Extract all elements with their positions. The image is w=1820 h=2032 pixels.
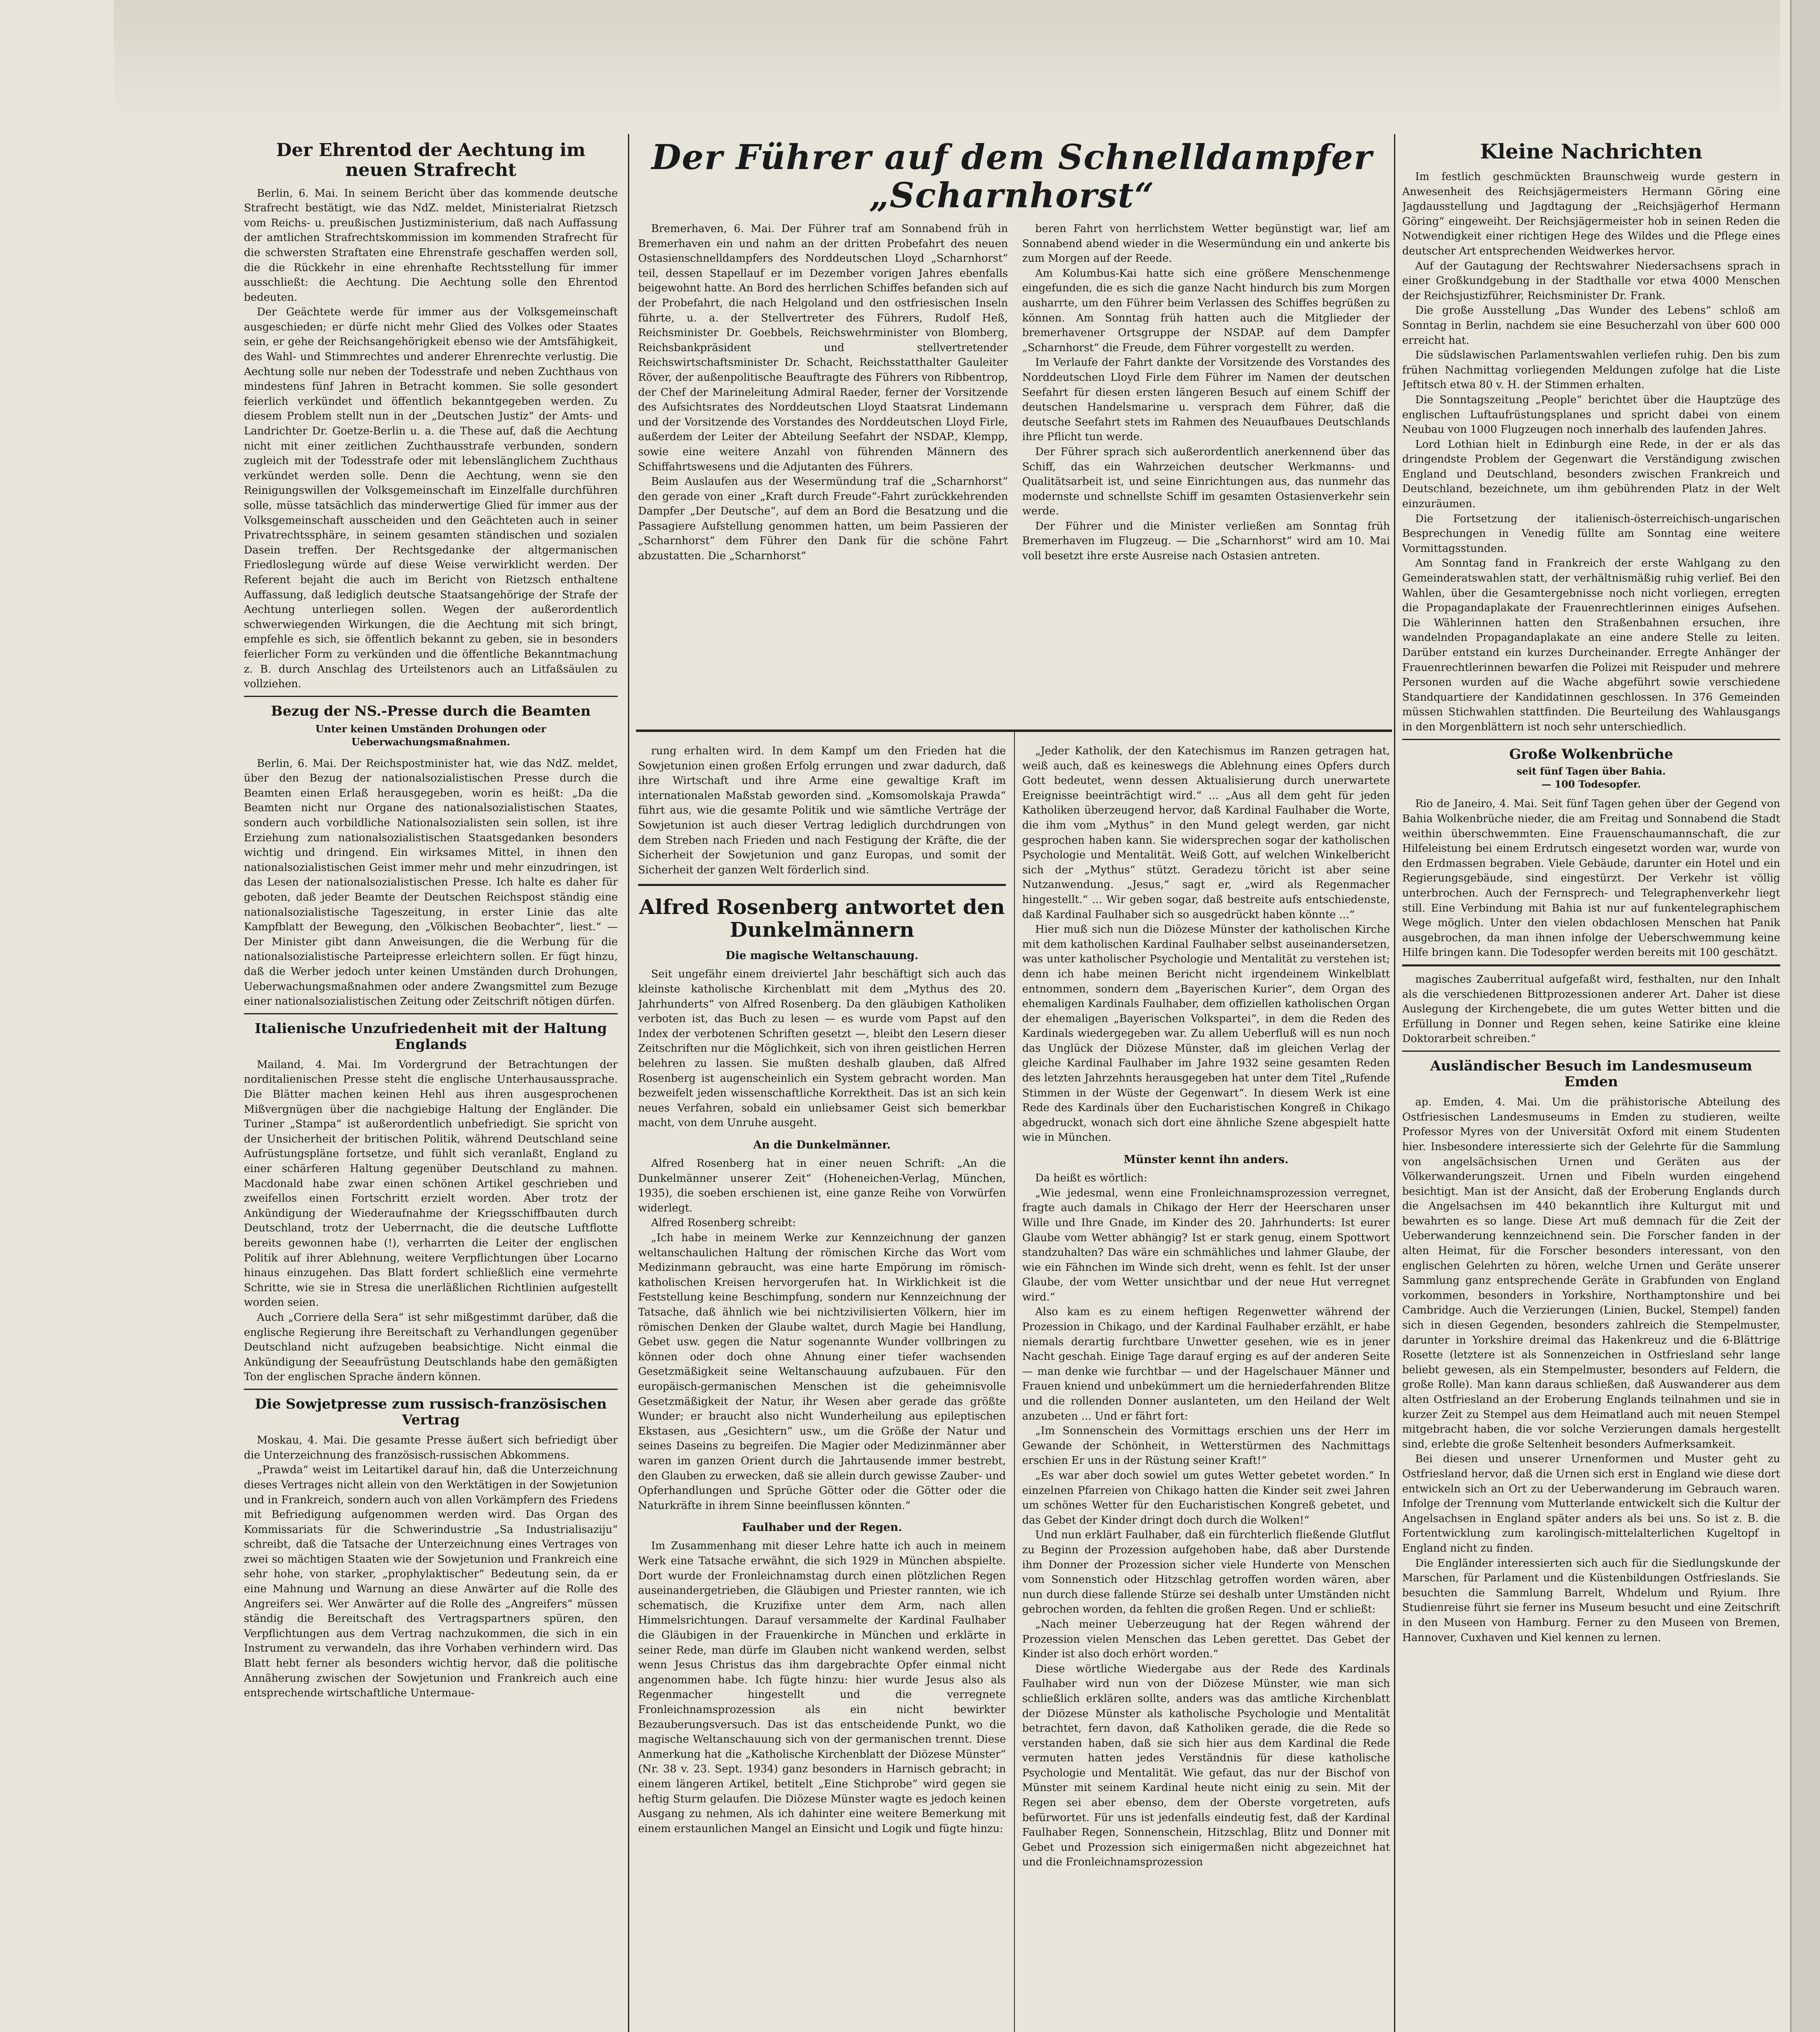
headline-italien: Italienische Unzufriedenheit mit der Haltung Englands [254,1020,607,1053]
divider [244,696,618,697]
rosenberg-continued: magisches Zauberritual aufgefaßt wird, festhalten, nur den Inhalt als die verschiedenen Bittprozessionen anderer Art. Daher ist diese Auslegung der Kirchengebete, die um gutes Wetter bitten und die Erfüllung in Donner und Regen sehen, keine Satirike eine kleine Doktorarbeit schreiben.“ [1402,973,1780,1045]
divider [1402,739,1780,740]
headline-kleine-nachrichten: Kleine Nachrichten [1480,140,1703,163]
article-sowjetpresse: Moskau, 4. Mai. Die gesamte Presse äußert sich befriedigt über die Unterzeichnung des französisch-russischen Abkommens. „Prawda“ weist im Leitartikel darauf hin, daß die Unterzeichnung dieses Vertrages nicht allein von den Werktätigen in der Sowjetunion und in Frankreich, sondern auch von allen Vorkämpfern des Friedens mit Befriedigung aufgenommen werden wird. Das Organ des Kommissariats für die Schwerindustrie „Sa Industrialisaziju“ schreibt, daß die Tatsache der Unterzeichnung eines Vertrages von zwei so mächtigen Staaten wie der Sowjetunion und Frankreich eine sehr hohe, von starker, „prophylaktischer“ Bedeutung sein, da er eine Mahnung und Warnung an diese Anwärter auf die Rolle des Angreifers sei. Wer Anwärter auf die Rolle des „Angreifers“ müssen ständig die Bereitschaft des Vertragspartners spüren, den Verpflichtungen aus dem Vertrag nachzukommen, die sich in ein Instrument zu verwandeln, das ihre Vorhaben verhindern wird. Das Blatt hebt ferner als besonders wichtig hervor, daß die politische Annäherung zwischen der Sowjetunion und Frankreich auch eine entsprechende wirtschaftliche Untermaue- [244,1434,618,1700]
divider [244,1013,618,1014]
headline-landesmuseum: Ausländischer Besuch im Landesmuseum Emden [1430,1057,1753,1090]
article-italien: Mailand, 4. Mai. Im Vordergrund der Betrachtungen der norditalienischen Presse steht die englische Unterhausaussprache. Die Blätter machen keinen Hehl aus ihren ausgesprochenen Mißvergnügen über die nachgiebige Haltung der Engländer. Die Turiner „Stampa“ ist außerordentlich unbefriedigt. Sie spricht von der Unsicherheit der britischen Politik, während Deutschland seine Aufrüstungspläne fortsetze, und fühlt sich veranlaßt, England zu einer schärferen Haltung gegenüber Deutschland zu mahnen. Macdonald habe zwar einen schönen Artikel geschrieben und zweifellos einen Fortschritt erzielt worden. Aber trotz der Ankündigung der Wiederaufnahme der Kriegsschiffbauten durch Deutschland, trotz der Ueberrnacht, die die deutsche Luftflotte bereits gewonnen habe (!), verharrten die Leiter der englischen Politik auf ihrer Ablehnung, weitere Verpflichtungen über Locarno hinaus einzugehen. Das Blatt fordert schließlich eine vermehrte Schritte, wie sie in Stresa die unerläßlichen Richtlinien aufgestellt worden seien. Auch „Corriere della Sera“ ist sehr mißgestimmt darüber, daß die englische Regierung ihre Bereitschaft zu Verhandlungen gegenüber Deutschland nicht aufzugeben beabsichtige. Nicht einmal die Ankündigung der Seeaufrüstung Deutschlands habe den gemäßigten Ton der englischen Sprache ändern können. [244,1058,618,1383]
article-aechtung: Berlin, 6. Mai. In seinem Bericht über das kommende deutsche Strafrecht bestätigt, wie das NdZ. meldet, Ministerialrat Rietzsch vom Reichs- u. preußischen Justizministerium, daß nach Auffassung der amtlichen Strafrechtskommission im kommenden Strafrecht für die schwersten Straftaten eine Ehrenstrafe geschaffen werden soll, die die Rückkehr in eine ehrenhafte Rechtsstellung für immer ausschließt: die Aechtung. Die Aechtung solle den Ehrentod bedeuten. Der Geächtete werde für immer aus der Volksgemeinschaft ausgeschieden; er dürfe nicht mehr Glied des Volkes oder Staates sein, er gehe der Reichsangehörigkeit ebenso wie der Amtsfähigkeit, des Wahl- und Stimmrechtes und anderer Ehrenrechte verlustig. Die Aechtung solle nur neben der Todesstrafe und neben Zuchthaus von mindestens fünf Jahren in Betracht kommen. Sie solle gesondert feierlich verkündet und öffentlich bekanntgegeben werden. Zu diesem Problem stellt nun in der „Deutschen Justiz“ der Amts- und Landrichter Dr. Goetze-Berlin u. a. die These auf, daß die Aechtung nicht mit einer zeitlichen Zuchthausstrafe verbunden, sondern zugleich mit der Todesstrafe oder mit lebenslänglichem Zuchthaus verkündet werden solle. Denn die Aechtung, wenn sie den Reinigungswillen der Volksgemeinschaft im Einzelfalle durchführen solle, müsse tatsächlich das minderwertige Glied für immer aus der Volksgemeinschaft ausscheiden und den Geächteten auch in seiner Privatrechtssphäre, in seinem gesamten ständischen und sozialen Dasein treffen. Der Rechtsgedanke der altgermanischen Friedloslegung würde auf diese Weise verwirklicht werden. Der Referent bejaht die auch im Bericht von Rietzsch enthaltene Auffassung, daß lediglich deutsche Staatsangehörige der Strafe der Aechtung unterliegen sollen. Wegen der außerordentlich schwerwiegenden Wirkungen, die die Aechtung mit sich bringt, empfehle es sich, sie öffentlich bekannt zu geben, sie in besonders feierlicher Form zu verkünden und die öffentliche Bekanntmachung z. B. durch Anschlag des Urteilstenors auch an Litfaßsäulen zu vollziehen. [244,187,618,690]
column-rule [628,134,629,2032]
column-2: rung erhalten wird. In dem Kampf um den Frieden hat die Sowjetunion einen großen Erfolg errungen und zwar dadurch, daß ihre Wirtschaft und ihre Arme eine gewaltige Kraft im internationalen Maßstab geworden sind. „Komsomolskaja Prawda“ führt aus, wie die gesamte Politik und wie sämtliche Verträge der Sowjetunion ist auch dieser Vertrag lediglich durchdrungen von dem Streben nach Frieden und nach Festigung der Kräfte, die der Sicherheit der Sowjetunion und ganz Europas, und somit der Sicherheit der ganzen Welt förderlich sind. Alfred Rosenberg antwortet den Dunkelmännern Die magische Weltanschauung. Seit ungefähr einem dreiviertel Jahr beschäftigt sich auch das kleinste katholische Kirchenblatt mit dem „Mythus des 20. Jahrhunderts“ von Alfred Rosenberg. Da den gläubigen Katholiken verboten ist, das Buch zu lesen — es wurde vom Papst auf den Index der verbotenen Schriften gesetzt —, bleibt den Lesern dieser Zeitschriften nur die Möglichkeit, sich von ihren geistlichen Herren belehren zu lassen. Sie mußten deshalb glauben, daß Alfred Rosenberg ist augenscheinlich ein System gebracht worden. Man bezweifelt jeden wissenschaftliche Korrektheit. Das ist an sich kein neues Verfahren, sobald ein unliebsamer Geist sich bemerkbar macht, von dem Unruhe ausgeht. An die Dunkelmänner. Alfred Rosenberg hat in einer neuen Schrift: „An die Dunkelmänner unserer Zeit“ (Hoheneichen-Verlag, München, 1935), die soeben erschienen ist, eine ganze Reihe von Vorwürfen widerlegt. Alfred Rosenberg schreibt: „Ich habe in meinem Werke zur Kennzeichnung der ganzen weltanschaulichen Haltung der römischen Kirche das Wort vom Medizinmann gebraucht, was eine harte Empörung im römisch-katholischen Kreisen hervorgerufen hat. In Wirklichkeit ist die Feststellung keine Beschimpfung, sondern nur Kennzeichnung der Tatsache, daß ähnlich wie bei nichtzivilisierten Völkern, hier im römischen Denken der Glaube waltet, durch Magie bei Handlung, Gebet usw. gegen die Natur sogenannte Wunder vollbringen zu können oder doch ohne Ahnung einer tiefer wachsenden Gesetzmäßigkeit seine Weltanschauung aufzubauen. Für den europäisch-germanischen Menschen ist die geheimnisvolle Gesetzmäßigkeit der Natur, ihr Wesen aber gerade das größte Wunder; er braucht also nicht Wunderheilung aus epileptischen Ekstasen, aus „Gesichtern“ usw., um die Größe der Natur und seines Daseins zu begreifen. Die Magier oder Medizinmänner aber waren im ganzen Orient durch die Jahrtausende immer bestrebt, den Glauben zu erwecken, daß sie allein durch gewisse Zauber- und Opferhandlungen und Sprüche Götter oder die Götter oder die Naturkräfte in ihrem Sinne beeinflussen könnten.“ Faulhaber und der Regen. Im Zusammenhang mit dieser Lehre hatte ich auch in meinem Werk eine Tatsache erwähnt, die sich 1929 in München abspielte. Dort wurde der Fronleichnamstag durch einen plötzlichen Regen auseinandergetrieben, die Gläubigen und Priester rannten, wie ich schematisch, die Kruzifixe unter dem Arm, nach allen Himmelsrichtungen. Darauf versammelte der Kardinal Faulhaber die Gläubigen in der Frauenkirche in München und erklärte in seiner Rede, man dürfe im Glauben nicht wankend werden, selbst wenn Jesus Christus das ihm dargebrachte Opfer einmal nicht angenommen habe. Ich fügte hinzu: hier wurde Jesus also als Regenmacher hingestellt und die verregnete Fronleichnamsprozession als ein nicht bewirkter Bezauberungsversuch. Das ist das entscheidende Punkt, wo die magische Weltanschauung sich von der germanischen trennt. Diese Anmerkung hat die „Katholische Kirchenblatt der Diözese Münster“ (Nr. 38 v. 23. Sept. 1934) ganz besonders in Harnisch gebracht; in einem längeren Artikel, betitelt „Eine Stichprobe“ wird gegen sie heftig Sturm gelaufen. Die Diözese Münster wagte es jedoch keinen Ausgang zu nehmen, Als ich dahinter eine weitere Bemerkung mit einem erstaunlichen Mangel an Einsicht und Logik und fügte hinzu: [638,744,1006,2032]
thick-divider [636,729,1392,732]
headline-scharnhorst: Der Führer auf dem Schnelldampfer „Scharnhorst“ [651,138,1373,215]
headline-wolkenbrueche: Große Wolkenbrüche [1509,746,1673,762]
scharnhorst-col-b: beren Fahrt von herrlichstem Wetter begünstigt war, lief am Sonnabend abend wieder in die Wesermündung ein und ankerte bis zum Morgen auf der Reede. Am Kolumbus-Kai hatte sich eine größere Menschenmenge eingefunden, die es sich die ganze Nacht hindurch bis zum Morgen ausharrte, um den Führer beim Verlassen des Schiffes begrüßen zu können. Am Sonntag früh hatten auch die Mitglieder der bremerhavener Ortsgruppe der NSDAP. auf dem Dampfer „Scharnhorst“ die Freude, dem Führer vorgestellt zu werden. Im Verlaufe der Fahrt dankte der Vorsitzende des Vorstandes des Norddeutschen Lloyd Firle dem Führer im Namen der deutschen Seefahrt für diesen ersten längeren Besuch auf einem Schiff der deutschen Handelsmarine u. versprach dem Führer, daß die deutsche Seefahrt stets im Rahmen des Neuaufbaues Deutschlands ihre Pflicht tun werde. Der Führer sprach sich außerordentlich anerkennend über das Schiff, das ein Wahrzeichen deutscher Werkmanns- und Qualitätsarbeit ist, und seine Einrichtungen aus, das nunmehr das modernste und schnellste Schiff im gesamten Ostasienverkehr sein werde. Der Führer und die Minister verließen am Sonntag früh Bremerhaven im Flugzeug. — Die „Scharnhorst“ wird am 10. Mai voll besetzt ihre erste Ausreise nach Ostasien antreten. [1022,223,1390,562]
dek-ns-presse: Unter keinen Umständen Drohungen oder Ueberwachungsmaßnahmen. [315,723,546,748]
article-ns-presse: Berlin, 6. Mai. Der Reichspostminister hat, wie das NdZ. meldet, über den Bezug der nationalsozialistischen Presse durch die Beamten einen Erlaß herausgegeben, worin es heißt: „Da die Beamten nicht nur Organe des nationalsozialistischen Staates, sondern auch vorbildliche Nationalsozialisten sein sollen, ist ihre Erziehung zum nationalsozialistischen Staatsgedanken besonders wichtig und dringend. Ein wirksames Mittel, in ihnen den nationalsozialistischen Geist immer mehr und mehr einzudringen, ist das Lesen der nationalsozialistischen Presse. Ich halte es daher für geboten, daß jeder Beamte der Deutschen Reichspost ständig eine nationalsozialistische Tageszeitung, in erster Linie das alte Kampfblatt der Bewegung, den „Völkischen Beobachter“, liest.“ — Der Minister gibt dann Anweisungen, die die Werbung für die nationalsozialistische Parteipresse erleichtern sollen. Er fügt hinzu, daß die Werber jedoch unter keinen Umständen durch Drohungen, Ueberwachungsmaßnahmen oder andere Zwangsmittel zum Bezuge einer nationalsozialistischen Zeitung oder Zeitschrift nötigen dürfen. [244,757,618,1008]
sowjet-continued: rung erhalten wird. In dem Kampf um den Frieden hat die Sowjetunion einen großen Erfolg errungen und zwar dadurch, daß ihre Wirtschaft und ihre Arme eine gewaltige Kraft im internationalen Maßstab geworden sind. „Komsomolskaja Prawda“ führt aus, wie die gesamte Politik und wie sämtliche Verträge der Sowjetunion ist auch dieser Vertrag lediglich durchdrungen von dem Streben nach Frieden und nach Festigung der Kräfte, die der Sicherheit der Sowjetunion und ganz Europas, und somit der Sicherheit der ganzen Welt förderlich sind. [638,745,1006,876]
divider [1402,964,1780,966]
column-3: „Jeder Katholik, der den Katechismus im Ranzen getragen hat, weiß auch, daß es keineswegs die Ablehnung eines Opfers durch Gott bedeutet, wenn dessen Aktualisierung durch unerwartete Ereignisse beeinträchtigt wird.“ ... „Aus all dem geht für jeden Katholiken überzeugend hervor, daß Kardinal Faulhaber die Worte, die ihm vom „Mythus“ in den Mund gelegt werden, gar nicht gesprochen haben kann. Sie widersprechen sogar der katholischen Psychologie und Mentalität. Weiß Gott, auf welchen Winkelbericht sich der „Mythus“ stützt. Geradezu töricht ist aber seine Nutzanwendung. „Jesus,“ sagt er, „wird als Regenmacher hingestellt.“ ... Wir geben sogar, daß bestreite aufs entschiedenste, daß Kardinal Faulhaber sich so ausgedrückt haben könnte ...“ Hier muß sich nun die Diözese Münster der katholischen Kirche mit dem katholischen Kardinal Faulhaber selbst auseinandersetzen, was unter katholischer Psychologie und Mentalität zu verstehen ist; denn ich habe meinen Bericht nicht irgendeinem Winkelblatt entnommen, sondern dem „Bayerischen Kurier“, dem Organ des ehemaligen Kardinals Faulhaber, dem offiziellen katholischen Organ der ehemaligen „Bayerischen Volkspartei“, in dem die Reden des Kardinals wiedergegeben war. Zu allem Ueberfluß will es nun noch das Unglück der Diözese Münster, daß im gleichen Verlag der gleiche Kardinal Faulhaber im Jahre 1932 seine gesamten Reden des letzten Jahrzehnts herausgegeben hat unter dem Titel „Rufende Stimmen in der Wüste der Gegenwart“. In diesem Werk ist eine Rede des Kardinals über den Eucharistischen Kongreß in Chikago abgedruckt, wonach sich dort eine ähnliche Szene abgespielt hatte wie in München. Münster kennt ihn anders. Da heißt es wörtlich: „Wie jedesmal, wenn eine Fronleichnamsprozession verregnet, fragte auch damals in Chikago der Herr der Heerscharen unser Wille und Ihre Gnade, im Kinder des 20. Jahrhunderts: Ist eurer Glaube vom Wetter abhängig? Ist er stark genug, einem Spottwort standzuhalten? Das wäre ein schmähliches und lahmer Glaube, der wie ein Fähnchen im Winde sich dreht, wenn es fehlt. Ist der unser Glaube, der vom Wetter unsichtbar und der neue Hut verregnet wird.“ Also kam es zu einem heftigen Regenwetter während der Prozession in Chikago, und der Kardinal Faulhaber erzählt, er habe niemals derartig furchtbare Unwetter gesehen, wie es in jener Nacht geschah. Einige Tage darauf erging es auf der anderen Seite — man denke wie furchtbar — und der Hagelschauer Männer und Frauen kniend und unbekümmert um die herniederfahrenden Blitze und die rollenden Donner auslanteten, um den Heiland der Welt anzubeten ... Und er fährt fort: „Im Sonnenschein des Vormittags erschien uns der Herr im Gewande der Schönheit, in Wetterstürmen des Nachmittags erschien Er uns in der Rüstung seiner Kraft!“ „Es war aber doch sowiel um gutes Wetter gebetet worden.“ In einzelnen Pfarreien von Chikago hatten die Kinder seit zwei Jahren um schönes Wetter für den Eucharistischen Kongreß gebetet, und das Gebet der Kinder dringt doch durch die Wolken!“ Und nun erklärt Faulhaber, daß ein fürchterlich fließende Glutflut zu Beginn der Prozession aufgehoben habe, daß aber Durstende ihm Donner der Prozession sicher viele Hunderte von Menschen vom Sonnenstich oder Hitzschlag getroffen worden wären, aber nun durch diese fallende Stürze sei deshalb unter Umständen nicht gebrochen worden, da fehlten die großen Regen. Und er schließt: „Nach meiner Ueberzeugung hat der Regen während der Prozession vielen Menschen das Leben gerettet. Das Gebet der Kinder ist also doch erhört worden.“ Diese wörtliche Wiedergabe aus der Rede des Kardinals Faulhaber wird nun von der Diözese Münster, wie man sich schließlich erklären sollte, anders was das amtliche Kirchenblatt der Diözese Münster als katholische Psychologie und Mentalität betrachtet, fern davon, daß Katholiken gerade, die die Rede so verstanden haben, daß sie sich hier aus dem Kardinal die Rede vermuten hatten jedes Verständnis für diese katholische Psychologie und Mentalität. Wie gefaut, das nur der Bischof von Münster mit seinem Kardinal heute nicht einig zu sein. Mit der Regen sei aber ebenso, dem der Oberste vorgetreten, aufs befürwortet. Für uns ist jedenfalls eindeutig fest, daß der Kardinal Faulhaber Regen, Sonnenschein, Hitzschlag, Blitz und Donner mit Gebet und Prozession sich einigermaßen nicht abgezeichnet hat und die Fronleichnamsprozession [1022,745,1390,1869]
divider [638,884,1006,886]
headline-aechtung: Der Ehrentod der Aechtung im neuen Strafrecht [276,140,586,181]
page-fold-shadow [114,0,1780,122]
headline-sowjetpresse: Die Sowjetpresse zum russisch-französischen Vertrag [255,1396,607,1428]
column-rule [1014,732,1015,2032]
column-1 [244,140,618,2032]
column-rule [1394,134,1395,2032]
headline-rosenberg: Alfred Rosenberg antwortet den Dunkelmännern [639,895,1005,942]
scharnhorst-col-a: Bremerhaven, 6. Mai. Der Führer traf am Sonnabend früh in Bremerhaven ein und nahm an der dritten Probefahrt des neuen Ostasienschnelldampfers des Norddeutschen Lloyd „Scharnhorst“ teil, dessen Stapellauf er im Dezember vorigen Jahres ebenfalls beigewohnt hatte. An Bord des herrlichen Schiffes befanden sich auf der Probefahrt, die nach Helgoland und den ostfriesischen Inseln führte, u. a. der Stellvertreter des Führers, Rudolf Heß, Reichsminister Dr. Goebbels, Reichswehrminister von Blomberg, Reichsbankpräsident und stellvertretender Reichswirtschaftsminister Dr. Schacht, Reichsstatthalter Gauleiter Röver, der außenpolitische Beauftragte des Führers von Ribbentrop, der Chef der Marineleitung Admiral Raeder, ferner der Vorsitzende des Aufsichtsrates des Norddeutschen Lloyd Staatsrat Lindemann und der Vorsitzende des Vorstandes des Norddeutschen Lloyd Firle, außerdem der Leiter der Abteilung Seefahrt der NSDAP., Klempp, sowie eine weitere Anzahl von führenden Männern des Schiffahrtswesens und die Adjutanten des Führers. Beim Auslaufen aus der Wesermündung traf die „Scharnhorst“ den gerade von einer „Kraft durch Freude“-Fahrt zurückkehrenden Dampfer „Der Deutsche“, auf dem an Bord die Besatzung und die Passagiere Aufstellung genommen hatten, um beim Passieren der „Scharnhorst“ dem Führer den Dank für die schöne Fahrt abzustatten. Die „Scharnhorst“ [638,223,1008,562]
page-edge [1790,0,1820,2032]
column-4: Kleine Nachrichten Im festlich geschmückten Braunschweig wurde gestern in Anwesenheit des Reichsjägermeisters Hermann Göring eine Jagdausstellung und Jagdtagung der „Reichsjägerhof Hermann Göring“ eingeweiht. Der Reichsjägermeister hob in seinen Reden die Notwendigkeit einer richtigen Hege des Wildes und die Pflege eines deutscher Art entsprechenden Weidwerkes hervor. Auf der Gautagung der Rechtswahrer Niedersachsens sprach in einer Großkundgebung in der Stadthalle vor etwa 4000 Menschen der Reichsjustizführer, Reichsminister Dr. Frank. Die große Ausstellung „Das Wunder des Lebens“ schloß am Sonntag in Berlin, nachdem sie eine Besucherzahl von über 600 000 erreicht hat. Die südslawischen Parlamentswahlen verliefen ruhig. Den bis zum frühen Nachmittag vorliegenden Meldungen zufolge hat die Liste Jeftitsch etwa 80 v. H. der Stimmen erhalten. Die Sonntagszeitung „People“ berichtet über die Hauptzüge des englischen Luftaufrüstungsplanes und spricht dabei von einem Neubau von 1000 Flugzeugen noch innerhalb des laufenden Jahres. Lord Lothian hielt in Edinburgh eine Rede, in der er als das dringendste Problem der Gegenwart die Verständigung zwischen England und Deutschland, besonders zwischen Frankreich und Deutschland, bezeichnete, um ihm gebührenden Platz in der Welt einzuräumen. Die Fortsetzung der italienisch-österreichisch-ungarischen Besprechungen in Venedig füllte am Sonntag eine weitere Vormittagsstunden. Am Sonntag fand in Frankreich der erste Wahlgang zu den Gemeinderatswahlen statt, der verhältnismäßig ruhig verlief. Bei den Wahlen, über die Gesamtergebnisse noch nicht vorliegen, erregten die Propagandaplakate der Frauenrechtlerinnen einiges Aufsehen. Die Wählerinnen hatten den Straßenbahnen ersuchen, ihre wandelnden Propagandaplakate an eine andere Stelle zu leiten. Darüber entstand ein kurzes Durcheinander. Erregte Anhänger der Frauenrechtlerinnen bewarfen die Polizei mit Reispuder und mehrere Personen wurden auf die Wache abgeführt sowie verschiedene Standquartiere der Kandidatinnen geschlossen. In 376 Gemeinden müssen Stichwahlen stattfinden. Die Beurteilung des Wahlausgangs in den Morgenblättern ist noch sehr unterschiedlich. Große Wolkenbrüche seit fünf Tagen über Bahia. — 100 Todesopfer. Rio de Janeiro, 4. Mai. Seit fünf Tagen gehen über der Gegend von Bahia Wolkenbrüche nieder, die am Freitag und Sonnabend die Stadt weithin überschwemmten. Eine Frauenschaumannschaft, die zur Hilfeleistung bei einem Erdrutsch eingesetzt worden war, wurde von den Erdmassen begraben. Viele Gebäude, darunter ein Hotel und ein Regierungsgebäude, sind eingestürzt. Der Verkehr ist völlig unterbrochen. Auch der Fernsprech- und Telegraphenverkehr liegt still. Eine Verbindung mit Bahia ist nur auf funkentelegraphischem Wege möglich. Unter den vielen obdachlosen Menschen hat Panik ausgebrochen, da man ihnen infolge der Ueberschwemmung keine Hilfe bringen kann. Die Todesopfer werden bereits mit 100 geschätzt. magisches Zauberritual aufgefaßt wird, festhalten, nur den Inhalt als die verschiedenen Bittprozessionen anderer Art. Daher ist diese Auslegung der Kirchengebete, die um gutes Wetter bitten und die Erfüllung in Donner und Regen sehen, keine Satirike eine kleine Doktorarbeit schreiben.“ Ausländischer Besuch im Landesmuseum Emden ap. Emden, 4. Mai. Um die prähistorische Abteilung des Ostfriesischen Landesmuseums in Emden zu studieren, weilte Professor Myres von der Universität Oxford mit einem Studenten hier. Insbesondere interessierte sich der Gelehrte für die Sammlung von angelsächsischen Urnen und Geräten aus der Völkerwanderungszeit. Urnen und Fibeln wurden eingehend besichtigt. Man ist der Ansicht, daß der Eroberung Englands durch die Angelsachsen im 440 bekanntlich ihre Kulturgut mit und bewahrten es so lange. Diese Art muß demnach für die Zeit der Ueberwanderung kennzeichnend sein. Die Forscher fanden in der alten Heimat, für die Forscher besonders interessant, von den englischen Gelehrten zu hören, welche Urnen und Geräte unserer Sammlung ganz entsprechende Geräte in Grabfunden von England vorkommen, besonders in Yorkshire, Northamptonshire und bei Cambridge. Auch die Verzierungen (Linien, Buckel, Stempel) fanden sich in diesen Gegenden, besonders zahlreich die Stempelmuster, darunter in Yorkshire dreimal das Hakenkreuz und die 6-Blättrige Rosette (letztere ist als Sonnenzeichen in Ostfriesland sehr lange beliebt gewesen, als ein Stempelmuster, besonders auf Feldern, die große Rolle). Man kann daraus schließen, daß Auswanderer aus dem alten Ostfriesland an der Eroberung Englands teilnahmen und sie in kurzer Zeit zu Stempel aus dem Heimatland auch mit neuen Stempel mitgebracht haben, die vor solche Verzierungen damals hergestellt sind, erlebte die große Seltenheit besonders Aufmerksamkeit. Bei diesen und unserer Urnenformen und Muster geht zu Ostfriesland hervor, daß die Urnen sich erst in England wie diese dort entwickeln sich an Ort zu der Ueberwanderung im Gebrauch waren. Infolge der Trennung vom Mutterlande entwickelt sich die Kultur der Angelsachsen in England später anders als bei uns. So ist z. B. die Fortentwicklung zum karolingisch-mittelalterlichen Kugeltopf in England nicht zu finden. Die Engländer interessierten sich auch für die Siedlungskunde der Marschen, für Parlament und die Küstenbildungen Ostfrieslands. Sie besuchten die Sammlung Barrelt, Whdelum und Ryium. Ihre Studienreise führt sie ferner ins Museum besucht und eine Zeitschrift in den Museen von Hamburg. Ferner zu den Museen von Bremen, Hannover, Cuxhaven und Kiel kennen zu lernen. [1402,140,1780,1644]
divider [1402,1051,1780,1052]
headline-ns-presse: Bezug der NS.-Presse durch die Beamten [271,703,591,719]
divider [244,1389,618,1390]
centre-headline [636,138,1388,215]
